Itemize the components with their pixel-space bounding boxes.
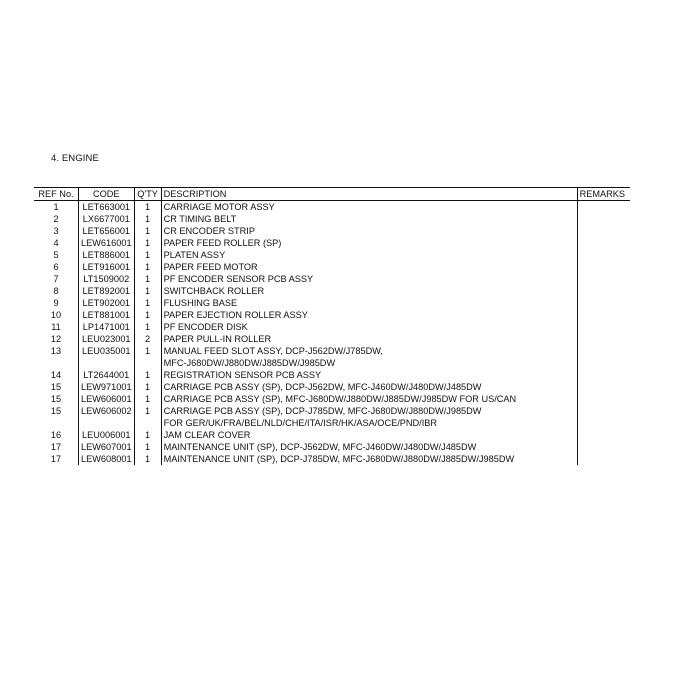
ref-no-cell: 15 bbox=[50, 406, 62, 416]
description-cell bbox=[161, 309, 577, 321]
code-cell: LEW971001 bbox=[79, 381, 135, 393]
table-row bbox=[34, 249, 630, 261]
code-cell: LET663001 bbox=[79, 201, 135, 214]
description-line: PAPER EJECTION ROLLER ASSY bbox=[163, 310, 308, 320]
ref-no-cell: 5 bbox=[53, 250, 59, 260]
code-cell: LT2644001 bbox=[79, 369, 135, 381]
table-row bbox=[34, 297, 630, 309]
description-cell bbox=[161, 285, 577, 297]
remarks-cell bbox=[577, 321, 630, 333]
description-cell bbox=[161, 225, 577, 237]
remarks-cell bbox=[577, 405, 630, 429]
table-body bbox=[34, 201, 630, 466]
qty-cell: 1 bbox=[134, 249, 161, 261]
code-cell: LET881001 bbox=[79, 309, 135, 321]
remarks-cell bbox=[577, 213, 630, 225]
ref-no-cell: 1 bbox=[53, 202, 59, 212]
ref-no-cell: 16 bbox=[50, 430, 62, 440]
description-line: CARRIAGE PCB ASSY (SP), MFC-J680DW/J880DW/J885DW/J985DW FOR US/CAN bbox=[163, 394, 517, 404]
header-row bbox=[34, 188, 630, 201]
table-row bbox=[34, 237, 630, 249]
description-line: MAINTENANCE UNIT (SP), DCP-J785DW, MFC-J680DW/J880DW/J885DW/J985DW bbox=[163, 454, 515, 464]
qty-cell: 1 bbox=[134, 369, 161, 381]
description-cell bbox=[161, 261, 577, 273]
section-title: 4. ENGINE bbox=[51, 153, 99, 164]
description-cell bbox=[161, 441, 577, 453]
remarks-cell bbox=[577, 225, 630, 237]
qty-cell: 1 bbox=[134, 261, 161, 273]
header-remarks: REMARKS bbox=[577, 188, 630, 201]
remarks-cell bbox=[577, 369, 630, 381]
ref-no-cell: 14 bbox=[50, 370, 62, 380]
table-row bbox=[34, 405, 630, 429]
code-cell: LEU006001 bbox=[79, 429, 135, 441]
qty-cell: 1 bbox=[134, 345, 161, 369]
description-line: CARRIAGE PCB ASSY (SP), DCP-J785DW, MFC-J680DW/J880DW/J985DW bbox=[163, 406, 482, 416]
code-cell: LEW616001 bbox=[79, 237, 135, 249]
qty-cell: 1 bbox=[134, 381, 161, 393]
description-line: SWITCHBACK ROLLER bbox=[163, 286, 265, 296]
code-cell: LX6677001 bbox=[79, 213, 135, 225]
description-cell bbox=[161, 345, 577, 369]
ref-no-cell: 8 bbox=[53, 286, 59, 296]
description-line: FLUSHING BASE bbox=[163, 298, 238, 308]
description-cell bbox=[161, 321, 577, 333]
ref-no-cell: 3 bbox=[53, 226, 59, 236]
ref-no-cell: 11 bbox=[51, 322, 61, 332]
description-line: MFC-J680DW/J880DW/J885DW/J985DW bbox=[163, 358, 336, 368]
description-cell bbox=[161, 393, 577, 405]
description-line: MAINTENANCE UNIT (SP), DCP-J562DW, MFC-J460DW/J480DW/J485DW bbox=[163, 442, 477, 452]
description-cell bbox=[161, 249, 577, 261]
remarks-cell bbox=[577, 201, 630, 214]
ref-no-cell: 10 bbox=[50, 310, 62, 320]
qty-cell: 2 bbox=[134, 333, 161, 345]
table-row bbox=[34, 333, 630, 345]
description-cell bbox=[161, 213, 577, 225]
table-row bbox=[34, 429, 630, 441]
table-row bbox=[34, 321, 630, 333]
qty-cell: 1 bbox=[134, 285, 161, 297]
ref-no-cell: 2 bbox=[53, 214, 59, 224]
remarks-cell bbox=[577, 261, 630, 273]
remarks-cell bbox=[577, 333, 630, 345]
description-line: PAPER FEED ROLLER (SP) bbox=[163, 238, 282, 248]
description-line: PLATEN ASSY bbox=[163, 250, 226, 260]
qty-cell: 1 bbox=[134, 213, 161, 225]
code-cell: LET892001 bbox=[79, 285, 135, 297]
remarks-cell bbox=[577, 249, 630, 261]
qty-cell: 1 bbox=[134, 237, 161, 249]
code-cell: LEW606002 bbox=[79, 405, 135, 429]
ref-no-cell: 7 bbox=[53, 274, 59, 284]
description-cell bbox=[161, 429, 577, 441]
description-line: JAM CLEAR COVER bbox=[163, 430, 251, 440]
table-row bbox=[34, 201, 630, 214]
header-qty: Q'TY bbox=[134, 188, 161, 201]
table-row bbox=[34, 381, 630, 393]
description-line: REGISTRATION SENSOR PCB ASSY bbox=[163, 370, 322, 380]
description-line: CR ENCODER STRIP bbox=[163, 226, 255, 236]
table-row bbox=[34, 213, 630, 225]
description-cell bbox=[161, 297, 577, 309]
remarks-cell bbox=[577, 345, 630, 369]
code-cell: LEW608001 bbox=[79, 453, 135, 465]
description-line: PF ENCODER DISK bbox=[163, 322, 248, 332]
description-line: CR TIMING BELT bbox=[163, 214, 237, 224]
qty-cell: 1 bbox=[134, 441, 161, 453]
remarks-cell bbox=[577, 273, 630, 285]
code-cell: LET656001 bbox=[79, 225, 135, 237]
qty-cell: 1 bbox=[134, 273, 161, 285]
qty-cell: 1 bbox=[134, 201, 161, 214]
description-line: PF ENCODER SENSOR PCB ASSY bbox=[163, 274, 314, 284]
header-code: CODE bbox=[79, 188, 135, 201]
description-line: PAPER PULL-IN ROLLER bbox=[163, 334, 272, 344]
qty-cell: 1 bbox=[134, 297, 161, 309]
remarks-cell bbox=[577, 393, 630, 405]
remarks-cell bbox=[577, 237, 630, 249]
remarks-cell bbox=[577, 453, 630, 465]
description-cell bbox=[161, 201, 577, 214]
table-row bbox=[34, 345, 630, 369]
qty-cell: 1 bbox=[134, 429, 161, 441]
description-cell bbox=[161, 273, 577, 285]
ref-no-cell: 9 bbox=[53, 298, 59, 308]
ref-no-cell: 6 bbox=[53, 262, 59, 272]
remarks-cell bbox=[577, 285, 630, 297]
description-cell bbox=[161, 381, 577, 393]
table-row bbox=[34, 369, 630, 381]
qty-cell: 1 bbox=[134, 393, 161, 405]
qty-cell: 1 bbox=[134, 225, 161, 237]
description-cell bbox=[161, 333, 577, 345]
description-line: CARRIAGE MOTOR ASSY bbox=[163, 202, 275, 212]
ref-no-cell: 12 bbox=[50, 334, 62, 344]
header-description: DESCRIPTION bbox=[161, 188, 577, 201]
description-line: PAPER FEED MOTOR bbox=[163, 262, 258, 272]
code-cell: LET916001 bbox=[79, 261, 135, 273]
code-cell: LEU023001 bbox=[79, 333, 135, 345]
ref-no-cell: 15 bbox=[50, 394, 62, 404]
table-row bbox=[34, 453, 630, 465]
ref-no-cell: 15 bbox=[50, 382, 62, 392]
ref-no-cell: 17 bbox=[50, 454, 62, 464]
table-row bbox=[34, 225, 630, 237]
code-cell: LT1509002 bbox=[79, 273, 135, 285]
table-row bbox=[34, 441, 630, 453]
code-cell: LEW606001 bbox=[79, 393, 135, 405]
remarks-cell bbox=[577, 297, 630, 309]
description-line: MANUAL FEED SLOT ASSY, DCP-J562DW/J785DW, bbox=[163, 346, 383, 356]
table-row bbox=[34, 285, 630, 297]
remarks-cell bbox=[577, 429, 630, 441]
ref-no-cell: 13 bbox=[50, 346, 62, 356]
description-cell bbox=[161, 369, 577, 381]
code-cell: LET902001 bbox=[79, 297, 135, 309]
table-row bbox=[34, 261, 630, 273]
ref-no-cell: 4 bbox=[53, 238, 59, 248]
ref-no-cell: 17 bbox=[50, 442, 62, 452]
code-cell: LEU035001 bbox=[79, 345, 135, 369]
qty-cell: 1 bbox=[134, 321, 161, 333]
qty-cell: 1 bbox=[134, 453, 161, 465]
table-header bbox=[34, 188, 630, 201]
description-cell bbox=[161, 405, 577, 429]
description-cell bbox=[161, 453, 577, 465]
code-cell: LET886001 bbox=[79, 249, 135, 261]
qty-cell: 1 bbox=[134, 405, 161, 429]
table-row bbox=[34, 393, 630, 405]
qty-cell: 1 bbox=[134, 309, 161, 321]
code-cell: LP1471001 bbox=[79, 321, 135, 333]
remarks-cell bbox=[577, 309, 630, 321]
description-line: CARRIAGE PCB ASSY (SP), DCP-J562DW, MFC-J460DW/J480DW/J485DW bbox=[163, 382, 482, 392]
table-row bbox=[34, 273, 630, 285]
remarks-cell bbox=[577, 441, 630, 453]
description-cell bbox=[161, 237, 577, 249]
remarks-cell bbox=[577, 381, 630, 393]
parts-table bbox=[34, 187, 630, 465]
code-cell: LEW607001 bbox=[79, 441, 135, 453]
description-line: FOR GER/UK/FRA/BEL/NLD/CHE/ITA/ISR/HK/ASA/OCE/PND/IBR bbox=[163, 418, 438, 428]
header-ref-no: REF No. bbox=[34, 188, 79, 201]
table-row bbox=[34, 309, 630, 321]
